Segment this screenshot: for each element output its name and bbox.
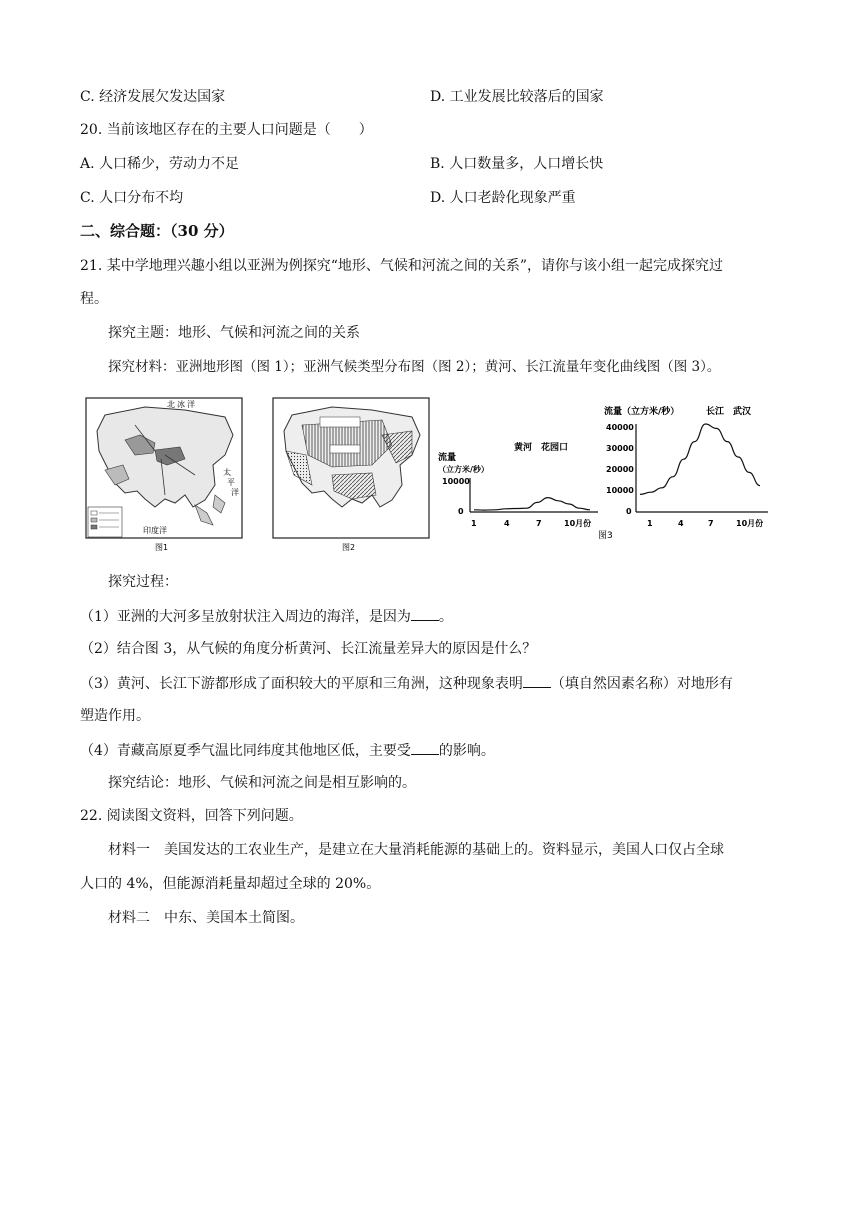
q20-option-d: D. 人口老龄化现象严重 xyxy=(430,190,576,206)
q21-part-1 xyxy=(80,606,453,627)
q22-material-2: 材料二 中东、美国本土简图。 xyxy=(108,910,304,926)
huanghe-flow-line xyxy=(474,498,590,511)
changjiang-ylabel: 流量（立方米/秒） xyxy=(604,407,680,417)
fig1-label-6: 洋 xyxy=(231,488,239,497)
huanghe-ytick-0: 0 xyxy=(458,507,464,516)
huanghe-xtick-4: 4 xyxy=(504,519,510,528)
fig1-caption: 图1 xyxy=(155,543,169,552)
q21-materials: 探究材料：亚洲地形图（图 1）；亚洲气候类型分布图（图 2）；黄河、长江流量年变化曲线图（图 3）。 xyxy=(108,359,721,375)
q22-material-1-line2: 人口的 4%，但能源消耗量却超过全球的 20%。 xyxy=(80,876,381,892)
huanghe-xtick-1: 1 xyxy=(471,519,477,528)
q21-part-2: （2）结合图 3，从气候的角度分析黄河、长江流量差异大的原因是什么？ xyxy=(80,641,537,657)
q22-material-1-line1: 材料一 美国发达的工农业生产，是建立在大量消耗能源的基础上的。资料显示，美国人口仅占全球 xyxy=(108,842,724,858)
changjiang-ytick-40000: 40000 xyxy=(606,423,634,432)
huanghe-ylabel-2: （立方米/秒） xyxy=(438,465,489,474)
q21-part-1-end: 。 xyxy=(438,609,453,625)
changjiang-xtick-1: 1 xyxy=(647,519,653,528)
changjiang-flow-line xyxy=(640,424,760,494)
figure-2-asia-climate-map xyxy=(272,395,432,555)
q21-stem-line2: 程。 xyxy=(80,291,108,307)
fig1-label-4: 太 xyxy=(223,468,231,477)
q21-part-4-text: （4）青藏高原夏季气温比同纬度其他地区低，主要受 xyxy=(80,743,411,759)
fig1-label-1: 北 xyxy=(167,400,175,409)
fig1-label-3: 洋 xyxy=(187,400,195,409)
q21-part-1-text: （1）亚洲的大河多呈放射状注入周边的海洋，是因为 xyxy=(80,609,411,625)
q21-part-3-text: （3）黄河、长江下游都形成了面积较大的平原和三角洲，这种现象表明 xyxy=(80,676,523,692)
fig1-label-2: 冰 xyxy=(177,400,185,409)
q21-conclusion: 探究结论：地形、气候和河流之间是相互影响的。 xyxy=(108,775,416,791)
changjiang-ytick-30000: 30000 xyxy=(606,444,634,453)
huanghe-ytick-10000: 10000 xyxy=(442,477,470,486)
figure-3-flow-charts xyxy=(438,400,780,542)
q21-part-3-end: （填自然因素名称）对地形有 xyxy=(550,676,733,692)
huanghe-xtick-7: 7 xyxy=(536,519,542,528)
fig2-caption: 图2 xyxy=(342,543,356,552)
changjiang-xtick-10: 10月份 xyxy=(736,519,764,528)
q20-option-b: B. 人口数量多，人口增长快 xyxy=(430,156,604,172)
changjiang-xtick-7: 7 xyxy=(708,519,714,528)
q21-part-3-line2: 塑造作用。 xyxy=(80,708,150,724)
q21-process-label: 探究过程： xyxy=(108,574,178,590)
q19-option-d: D. 工业发展比较落后的国家 xyxy=(430,89,604,105)
section-heading: 二、综合题：（30 分） xyxy=(80,222,234,240)
q22-stem: 22. 阅读图文资料，回答下列问题。 xyxy=(80,808,303,824)
changjiang-ytick-20000: 20000 xyxy=(606,465,634,474)
q21-theme: 探究主题：地形、气候和河流之间的关系 xyxy=(108,325,360,341)
changjiang-xtick-4: 4 xyxy=(678,519,684,528)
q20-stem: 20. 当前该地区存在的主要人口问题是（ ） xyxy=(80,122,373,138)
huanghe-xtick-10: 10月份 xyxy=(564,519,592,528)
changjiang-ytick-0: 0 xyxy=(626,507,632,516)
answer-blank-4[interactable] xyxy=(411,740,439,755)
huanghe-title: 黄河 花园口 xyxy=(514,443,569,453)
answer-blank-1[interactable] xyxy=(411,606,439,621)
q20-option-c: C. 人口分布不均 xyxy=(80,190,184,206)
huanghe-ylabel-1: 流量 xyxy=(438,453,457,463)
fig3-caption: 图3 xyxy=(598,531,613,541)
fig1-label-7: 印度洋 xyxy=(143,526,167,535)
changjiang-title: 长江 武汉 xyxy=(706,407,752,417)
q21-part-4-end: 的影响。 xyxy=(438,743,495,759)
q20-option-a: A. 人口稀少，劳动力不足 xyxy=(80,156,240,172)
fig1-label-5: 平 xyxy=(227,478,235,487)
q19-option-c: C. 经济发展欠发达国家 xyxy=(80,89,226,105)
figure-1-asia-terrain-map xyxy=(85,395,245,555)
q21-part-3 xyxy=(80,673,733,694)
answer-blank-3[interactable] xyxy=(523,673,551,688)
q21-stem-line1: 21. 某中学地理兴趣小组以亚洲为例探究“地形、气候和河流之间的关系”，请你与该小组一起完成探究过 xyxy=(80,258,724,274)
q21-part-4 xyxy=(80,740,495,761)
changjiang-ytick-10000: 10000 xyxy=(606,486,634,495)
